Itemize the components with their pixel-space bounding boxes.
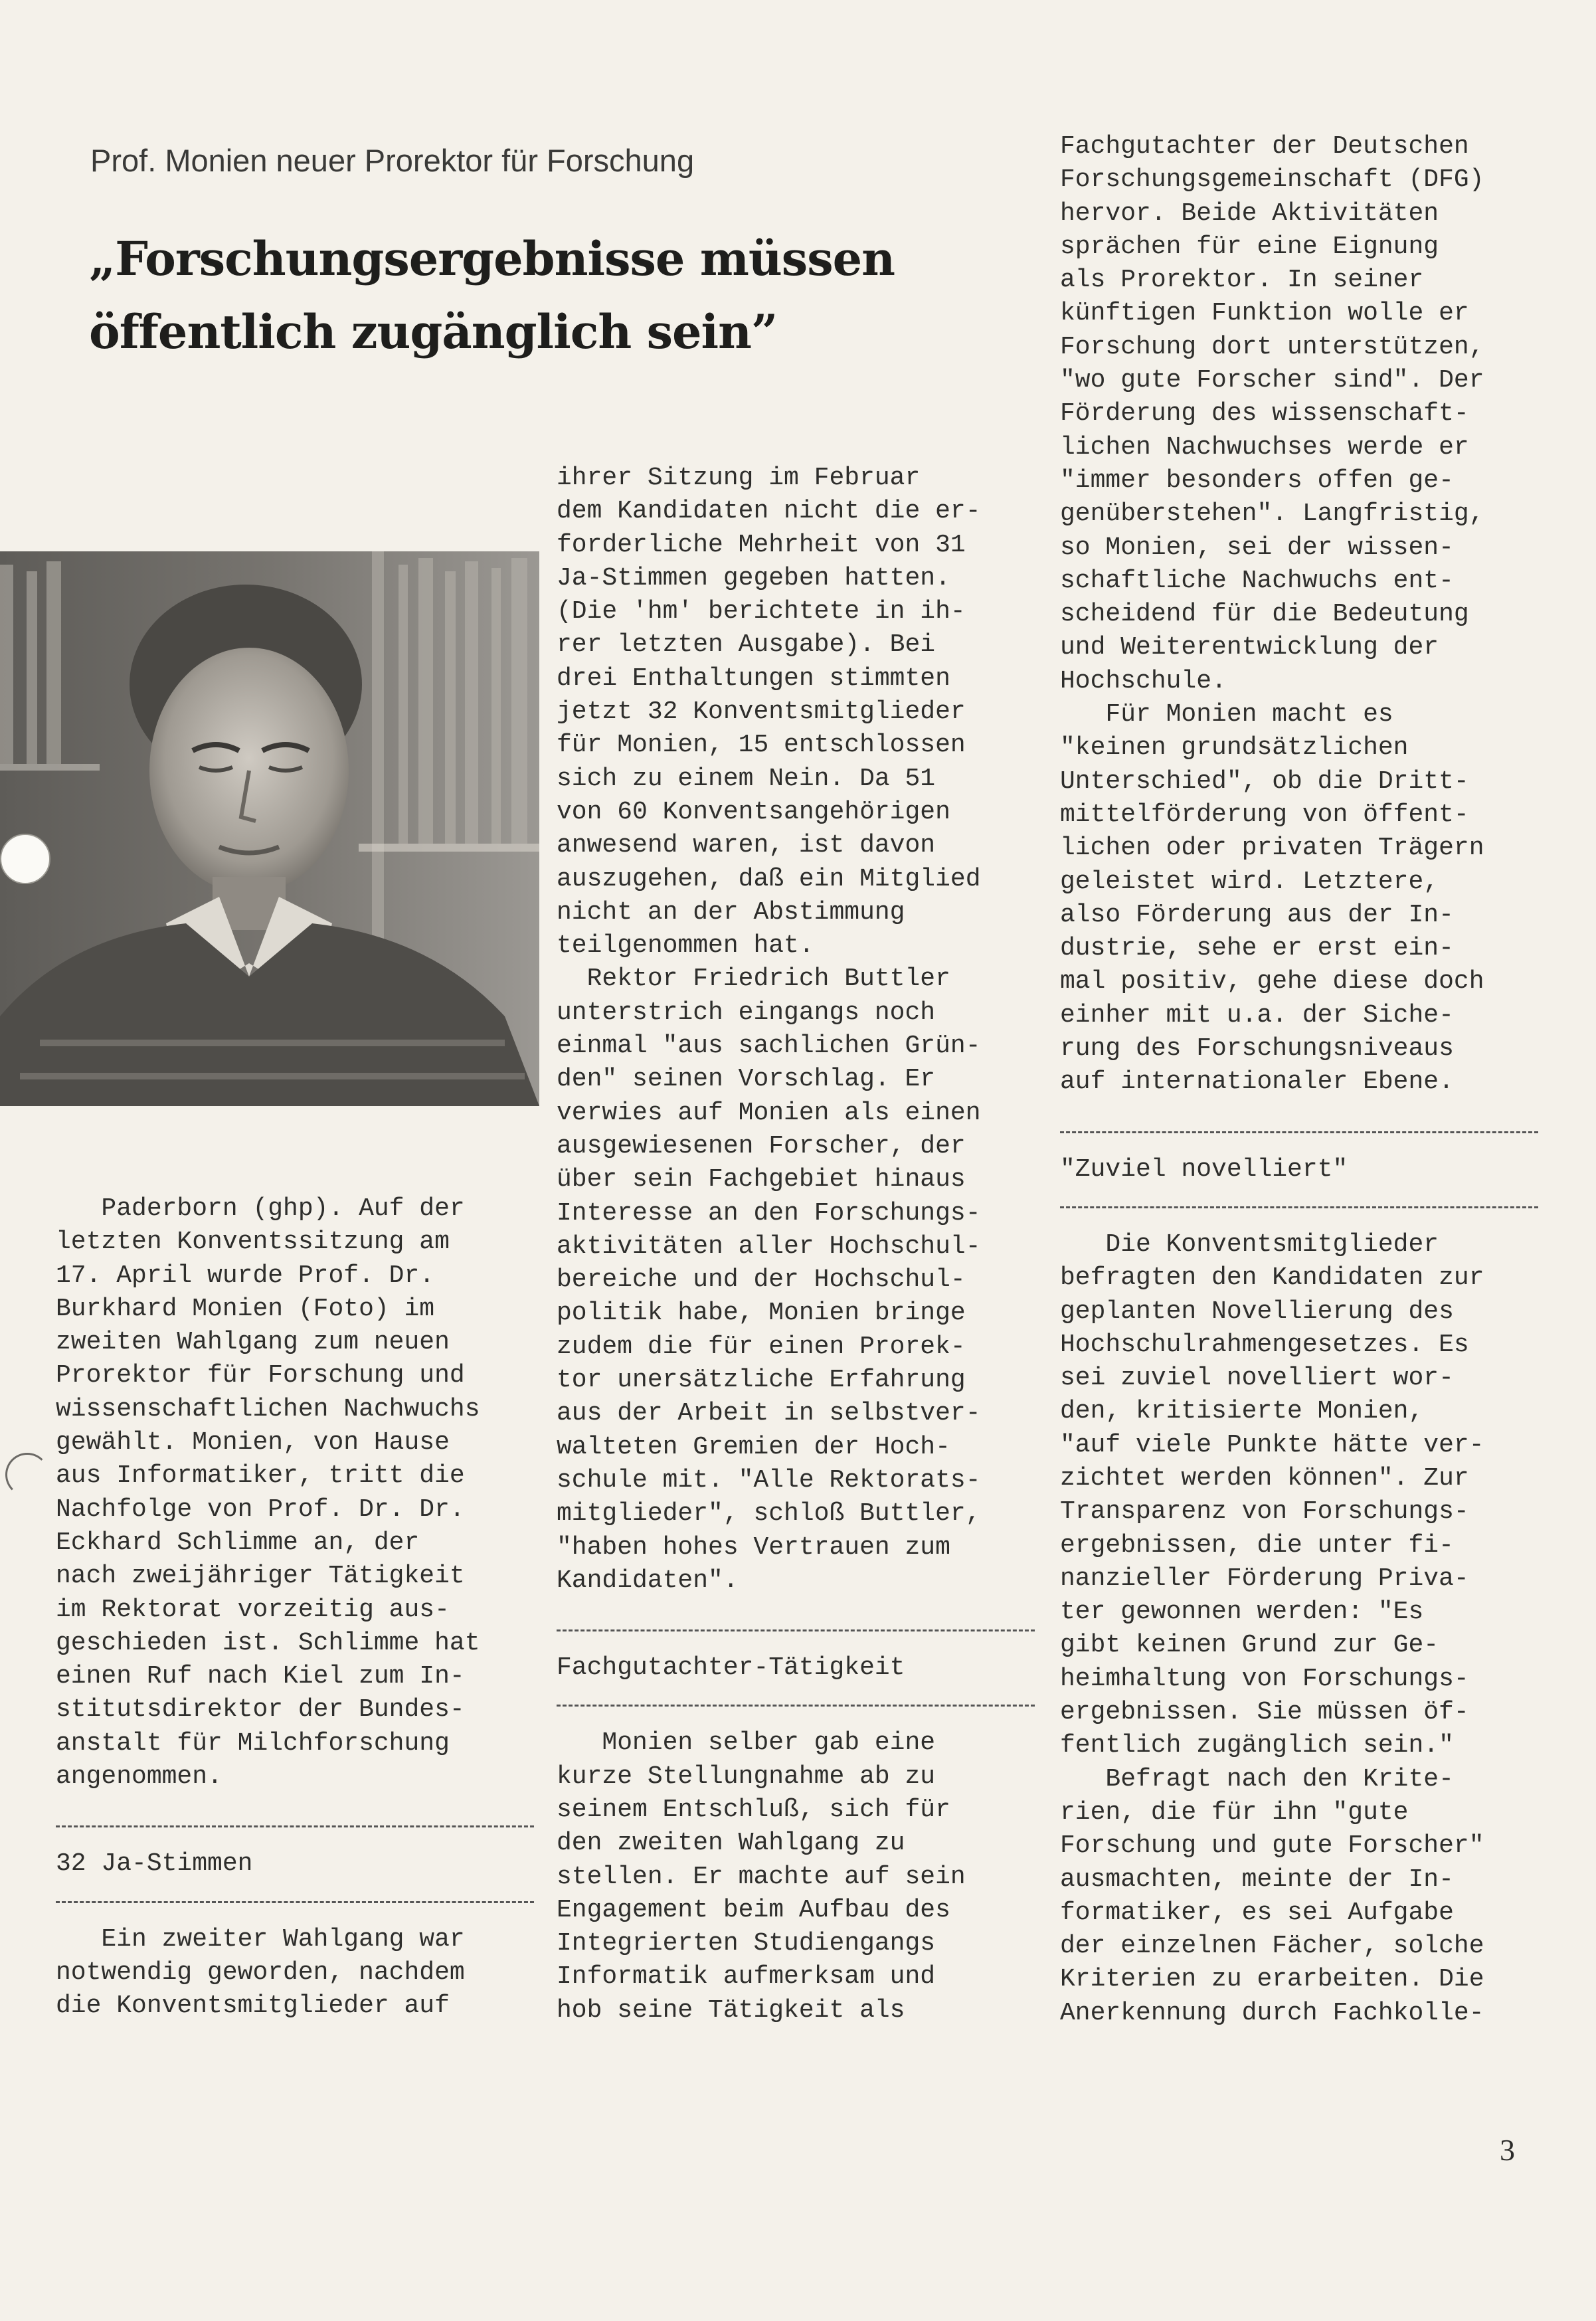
col2-line: ihrer Sitzung im Februar [557,464,921,492]
subhead-fachgutachter: Fachgutachter-Tätigkeit [557,1653,905,1683]
col2-line: für Monien, 15 entschlossen [557,731,966,760]
col1-line: aus Informatiker, tritt die [56,1461,465,1491]
col1-line: im Rektorat vorzeitig aus- [56,1595,450,1624]
col3-line: sprächen für eine Eignung [1060,232,1439,261]
kicker: Prof. Monien neuer Prorektor für Forschung [90,143,695,178]
col3-line: Fachgutachter der Deutschen [1060,132,1469,161]
col2-line: "haben hohes Vertrauen zum [557,1532,950,1562]
col2-line: verwies auf Monien als einen [557,1098,981,1127]
col3-line: dustrie, sehe er erst ein- [1060,934,1454,963]
col3-line: Hochschulrahmengesetzes. Es [1060,1330,1469,1359]
col2-line: über sein Fachgebiet hinaus [557,1165,966,1194]
portrait-photo [0,551,539,1106]
col3-line: formatiker, es sei Aufgabe [1060,1898,1454,1927]
col2-line: auszugehen, daß ein Mitglied [557,864,981,893]
headline-line-1: „Forschungsergebnisse müssen [89,231,895,286]
col3-line: geplanten Novellierung des [1060,1297,1454,1326]
col1-line: gewählt. Monien, von Hause [56,1428,450,1457]
col3-line: ergebnissen, die unter fi- [1060,1531,1454,1560]
col1-line: wissenschaftlichen Nachwuchs [56,1394,480,1424]
col1-line: Burkhard Monien (Foto) im [56,1294,435,1323]
col2-line: dem Kandidaten nicht die er- [557,497,981,526]
col2-line: walteten Gremien der Hoch- [557,1432,950,1461]
col3-line: befragten den Kandidaten zur [1060,1263,1484,1293]
article-column-1 [56,1192,534,2023]
col3-line: heimhaltung von Forschungs- [1060,1664,1469,1693]
col2-line: Interesse an den Forschungs- [557,1198,981,1228]
col3-line: "immer besonders offen ge- [1060,466,1454,495]
col3-line: Forschungsgemeinschaft (DFG) [1060,165,1484,195]
col3-line: künftigen Funktion wolle er [1060,299,1469,328]
col1-line: Ein zweiter Wahlgang war [56,1924,465,1954]
col2-line: aktivitäten aller Hochschul- [557,1232,981,1261]
portrait-photo-icon [0,551,539,1106]
col2-line: einmal "aus sachlichen Grün- [557,1032,981,1061]
punch-hole-mark [5,1453,49,1497]
col3-line: Für Monien macht es [1060,700,1393,729]
col1-line: notwendig geworden, nachdem [56,1958,465,1987]
col3-line: einher mit u.a. der Siche- [1060,1000,1454,1030]
col3-line: den, kritisierte Monien, [1060,1397,1424,1426]
col2-line: (Die 'hm' berichtete in ih- [557,597,966,626]
col2-line: Kandidaten". [557,1566,739,1595]
col3-line: auf internationaler Ebene. [1060,1068,1454,1097]
col3-line: mittelförderung von öffent- [1060,800,1469,829]
col2-line: rer letzten Ausgabe). Bei [557,630,936,660]
col3-line: Forschung dort unterstützen, [1060,332,1484,361]
col2-line: Engagement beim Aufbau des [557,1895,950,1924]
col2-line: anwesend waren, ist davon [557,831,936,860]
col2-line: Ja-Stimmen gegeben hatten. [557,563,950,593]
col3-line: rung des Forschungsniveaus [1060,1034,1454,1064]
col2-line: zudem die für einen Prorek- [557,1332,966,1361]
col1-line: Eckhard Schlimme an, der [56,1528,420,1557]
col3-line: rien, die für ihn "gute [1060,1798,1409,1827]
page-number: 3 [1500,2133,1515,2167]
col1-line: letzten Konventssitzung am [56,1228,450,1257]
col1-line: zweiten Wahlgang zum neuen [56,1328,450,1357]
col2-line: forderliche Mehrheit von 31 [557,530,966,559]
col3-line: fentlich zugänglich sein." [1060,1731,1454,1760]
col3-line: scheidend für die Bedeutung [1060,600,1469,629]
col1-line: einen Ruf nach Kiel zum In- [56,1662,465,1691]
col2-line: tor unersätzliche Erfahrung [557,1366,966,1395]
col1-line: 17. April wurde Prof. Dr. [56,1261,435,1290]
col3-line: lichen oder privaten Trägern [1060,834,1484,863]
article-column-3 [1060,130,1538,2030]
col2-line: teilgenommen hat. [557,931,814,961]
col2-line: bereiche und der Hochschul- [557,1265,966,1295]
col3-line: mal positiv, gehe diese doch [1060,967,1484,996]
col3-line: Förderung des wissenschaft- [1060,399,1469,428]
col2-line: aus der Arbeit in selbstver- [557,1399,981,1428]
col3-line: "wo gute Forscher sind". Der [1060,366,1484,395]
col3-line: zichtet werden können". Zur [1060,1463,1469,1493]
col1-line: nach zweijähriger Tätigkeit [56,1562,465,1591]
col3-line: Hochschule. [1060,666,1227,696]
col1-line: Prorektor für Forschung und [56,1361,465,1390]
col2-line: Informatik aufmerksam und [557,1962,936,1992]
subhead-32-ja-stimmen: 32 Ja-Stimmen [56,1849,253,1879]
col2-line: den" seinen Vorschlag. Er [557,1065,936,1094]
col1-line: geschieden ist. Schlimme hat [56,1628,480,1657]
col3-line: "keinen grundsätzlichen [1060,733,1409,763]
col2-line: jetzt 32 Konventsmitglieder [557,697,966,727]
col1-line: anstalt für Milchforschung [56,1728,450,1758]
col2-line: hob seine Tätigkeit als [557,1996,905,2025]
col2-line: stellen. Er machte auf sein [557,1862,966,1891]
headline [89,223,972,369]
col2-line: mitglieder", schloß Buttler, [557,1499,981,1529]
col3-line: nanzieller Förderung Priva- [1060,1564,1469,1593]
col3-line: gibt keinen Grund zur Ge- [1060,1631,1439,1660]
col3-line: ergebnissen. Sie müssen öf- [1060,1698,1469,1727]
col2-line: den zweiten Wahlgang zu [557,1829,905,1858]
subhead-zuviel-novelliert: "Zuviel novelliert" [1060,1155,1348,1184]
col1-line: Paderborn (ghp). Auf der [56,1194,465,1223]
col3-line: ter gewonnen werden: "Es [1060,1598,1424,1627]
col3-line: Unterschied", ob die Dritt- [1060,767,1469,796]
article-column-2 [557,462,1035,2027]
col2-line: seinem Entschluß, sich für [557,1795,950,1824]
col3-line: ausmachten, meinte der In- [1060,1865,1454,1894]
col3-line: der einzelnen Fächer, solche [1060,1932,1484,1961]
col2-line: Monien selber gab eine [557,1728,936,1758]
col3-line: so Monien, sei der wissen- [1060,533,1454,562]
col3-line: hervor. Beide Aktivitäten [1060,199,1439,228]
col3-line: sei zuviel novelliert wor- [1060,1364,1454,1393]
col2-line: ausgewiesenen Forscher, der [557,1131,966,1160]
col3-line: genüberstehen". Langfristig, [1060,500,1484,529]
col3-line: Die Konventsmitglieder [1060,1230,1439,1259]
col3-line: lichen Nachwuchses werde er [1060,432,1469,462]
col1-line: Nachfolge von Prof. Dr. Dr. [56,1495,465,1524]
col2-line: kurze Stellungnahme ab zu [557,1762,936,1791]
col2-line: Integrierten Studiengangs [557,1929,936,1958]
headline-line-2: öffentlich zugänglich sein” [89,304,778,359]
col3-line: schaftliche Nachwuchs ent- [1060,566,1454,595]
col2-line: schule mit. "Alle Rektorats- [557,1465,981,1495]
col3-line: Kriterien zu erarbeiten. Die [1060,1965,1484,1994]
col3-line: Anerkennung durch Fachkolle- [1060,1998,1484,2027]
col1-line: stitutsdirektor der Bundes- [56,1695,465,1724]
col2-line: von 60 Konventsangehörigen [557,797,950,826]
col3-line: geleistet wird. Letztere, [1060,867,1439,896]
col3-line: und Weiterentwicklung der [1060,633,1439,662]
col1-line: angenommen. [56,1762,222,1792]
col3-line: als Prorektor. In seiner [1060,266,1424,295]
col1-line: die Konventsmitglieder auf [56,1992,450,2021]
col3-line: also Förderung aus der In- [1060,900,1454,929]
punch-hole [0,834,50,884]
col2-line: unterstrich eingangs noch [557,998,936,1027]
col3-line: Befragt nach den Krite- [1060,1764,1454,1794]
col3-line: Forschung und gute Forscher" [1060,1831,1484,1861]
col2-line: sich zu einem Nein. Da 51 [557,764,936,793]
col3-line: "auf viele Punkte hätte ver- [1060,1430,1484,1459]
col3-line: Transparenz von Forschungs- [1060,1497,1469,1527]
col2-line: drei Enthaltungen stimmten [557,664,950,693]
col2-line: nicht an der Abstimmung [557,897,905,927]
col2-line: politik habe, Monien bringe [557,1299,966,1328]
col2-line: Rektor Friedrich Buttler [557,965,950,994]
